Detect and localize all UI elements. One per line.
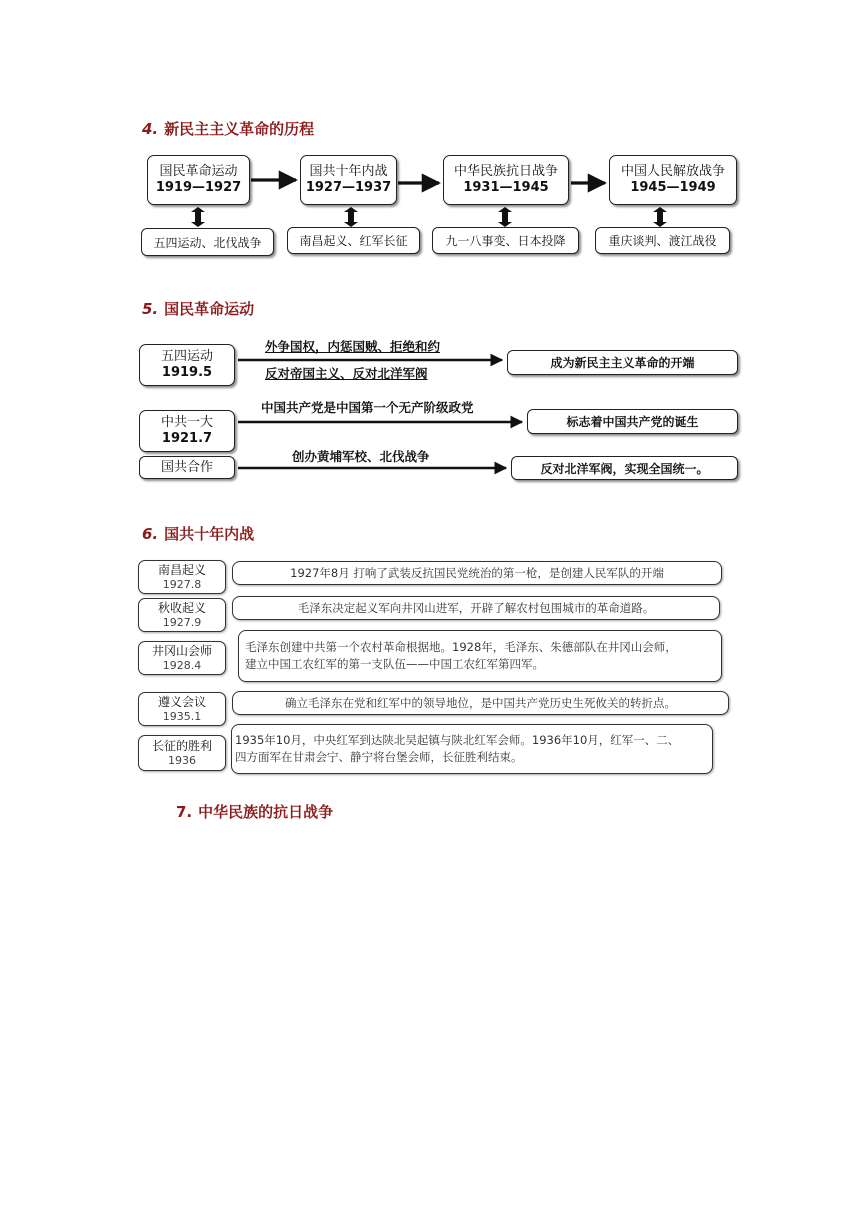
event-text: 九一八事变、日本投降 bbox=[445, 234, 566, 248]
event-text: 南昌起义、红军长征 bbox=[299, 234, 408, 248]
stage-box-4 bbox=[609, 155, 737, 205]
event-box-zhonggong bbox=[139, 410, 235, 452]
event-date: 1935.1 bbox=[162, 709, 202, 723]
description-line: 1927年8月 打响了武装反抗国民党统治的第一枪，是创建人民军队的开端 bbox=[290, 565, 664, 580]
event-date: 1928.4 bbox=[162, 658, 202, 672]
event-date: 1927.9 bbox=[162, 615, 202, 629]
event-text: 五四运动、北伐战争 bbox=[153, 235, 262, 250]
event-name: 遵义会议 bbox=[157, 694, 206, 709]
event-date: 1919.5 bbox=[161, 365, 213, 380]
stage-years: 1931—1945 bbox=[463, 180, 549, 195]
event-box-changzheng bbox=[138, 735, 226, 771]
result-box-2 bbox=[527, 409, 738, 434]
result-text: 标志着中国共产党的诞生 bbox=[566, 415, 699, 429]
event-box-nanchang bbox=[138, 560, 226, 594]
event-description bbox=[238, 630, 722, 682]
section-6-heading bbox=[142, 523, 254, 544]
double-arrows bbox=[191, 207, 667, 227]
event-box-wusi bbox=[139, 344, 235, 386]
section-number: 7. bbox=[176, 803, 193, 821]
section-title: 国共十年内战 bbox=[164, 525, 255, 543]
result-box-3 bbox=[511, 456, 738, 480]
event-name: 中共一大 bbox=[160, 415, 213, 430]
stage-name: 国共十年内战 bbox=[309, 164, 388, 179]
event-name: 国共合作 bbox=[160, 459, 213, 475]
event-box-zunyi bbox=[138, 692, 226, 726]
event-box-3 bbox=[432, 227, 579, 254]
event-box-1 bbox=[141, 228, 274, 256]
result-text: 反对北洋军阀，实现全国统一。 bbox=[540, 461, 709, 476]
arrow-label-top: 中国共产党是中国第一个无产阶级政党 bbox=[261, 400, 474, 415]
section-title: 新民主主义革命的历程 bbox=[164, 120, 315, 138]
description-line: 确立毛泽东在党和红军中的领导地位，是中国共产党历史生死攸关的转折点。 bbox=[285, 695, 676, 710]
stage-box-2 bbox=[300, 155, 397, 205]
stage-name: 国民革命运动 bbox=[159, 164, 238, 179]
event-name: 井冈山会师 bbox=[151, 643, 212, 658]
event-name: 秋收起义 bbox=[157, 600, 206, 615]
description-line: 四方面军在甘肃会宁、静宁将台堡会师，长征胜利结束。 bbox=[235, 750, 523, 764]
event-box-qiushou bbox=[138, 598, 226, 632]
event-description bbox=[232, 691, 729, 715]
stage-name: 中国人民解放战争 bbox=[620, 164, 725, 179]
stage-name: 中华民族抗日战争 bbox=[453, 164, 558, 179]
stage-box-3 bbox=[443, 155, 569, 205]
result-box-1 bbox=[507, 350, 738, 375]
event-name: 南昌起义 bbox=[157, 562, 206, 577]
event-date: 1936 bbox=[168, 753, 196, 767]
event-box-guogong bbox=[139, 456, 235, 479]
section-5-heading bbox=[142, 298, 254, 319]
event-name: 五四运动 bbox=[160, 349, 213, 364]
event-box-4 bbox=[595, 227, 730, 254]
section-number: 4. bbox=[142, 120, 159, 138]
description-line: 毛泽东决定起义军向井冈山进军，开辟了解农村包围城市的革命道路。 bbox=[297, 600, 655, 615]
section-title: 国民革命运动 bbox=[164, 300, 255, 318]
description-line: 1935年10月，中央红军到达陕北吴起镇与陕北红军会师。1936年10月，红军一、二、 bbox=[235, 733, 680, 747]
arrow-label-top: 创办黄埔军校、北伐战争 bbox=[292, 449, 430, 464]
stage-years: 1927—1937 bbox=[305, 180, 392, 195]
description-line: 建立中国工农红军的第一支队伍——中国工农红军第四军。 bbox=[245, 657, 544, 671]
stage-box-1 bbox=[147, 155, 250, 205]
event-name: 长征的胜利 bbox=[151, 738, 212, 753]
stage-years: 1945—1949 bbox=[630, 180, 716, 195]
description-line: 毛泽东创建中共第一个农村革命根据地。1928年，毛泽东、朱德部队在井冈山会师， bbox=[245, 640, 677, 654]
section-title: 中华民族的抗日战争 bbox=[198, 803, 334, 821]
event-date: 1921.7 bbox=[161, 431, 213, 446]
event-date: 1927.8 bbox=[162, 577, 202, 591]
result-text: 成为新民主主义革命的开端 bbox=[550, 356, 695, 370]
event-description bbox=[231, 724, 713, 774]
event-description bbox=[232, 561, 722, 585]
arrow-label-bottom: 反对帝国主义、反对北洋军阀 bbox=[265, 366, 428, 381]
event-box-jinggangshan bbox=[138, 641, 226, 675]
event-box-2 bbox=[287, 227, 420, 254]
stage-years: 1919—1927 bbox=[155, 180, 242, 195]
event-text: 重庆谈判、渡江战役 bbox=[608, 234, 717, 248]
section-number: 6. bbox=[142, 525, 159, 543]
section-7-heading bbox=[176, 801, 333, 822]
event-description bbox=[232, 596, 720, 620]
section-number: 5. bbox=[142, 300, 159, 318]
arrow-label-top: 外争国权，内惩国贼、拒绝和约 bbox=[265, 339, 441, 354]
